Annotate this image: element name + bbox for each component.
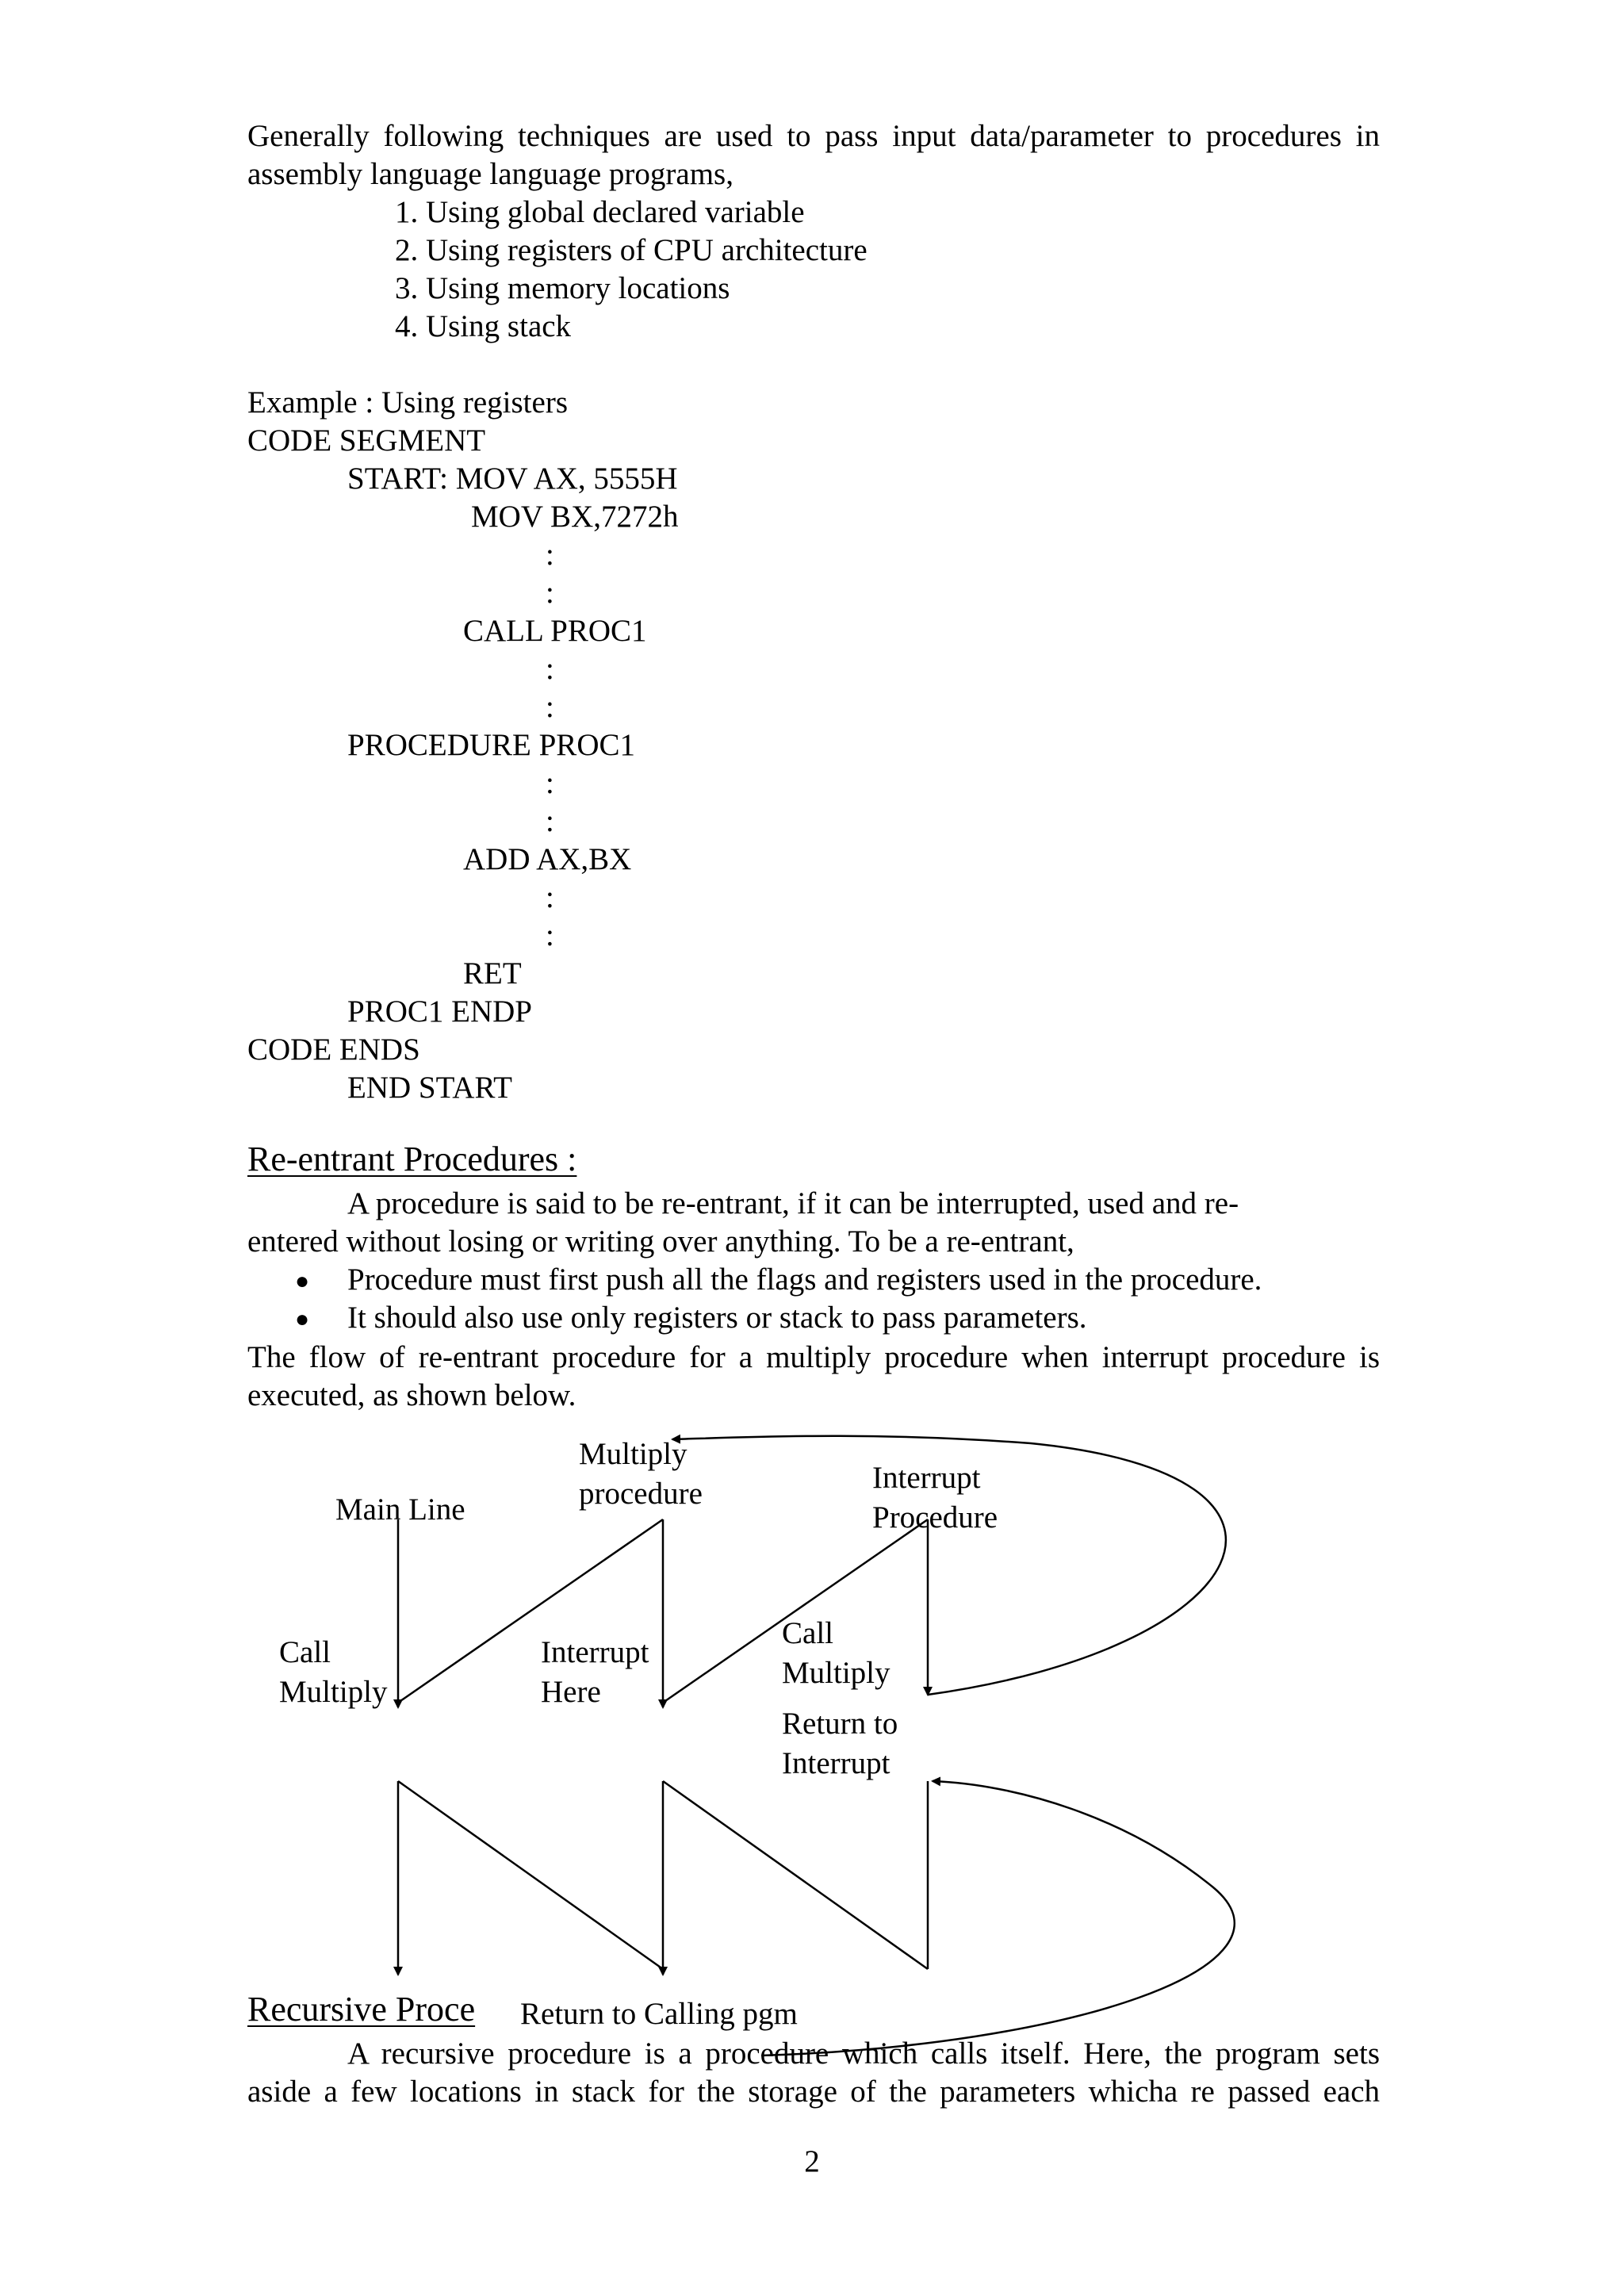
label-multiply-1: Multiply <box>279 1675 388 1709</box>
recursive-para-line-1: A recursive procedure is a procedure which calls itself. Here, the program sets <box>347 2036 1380 2071</box>
bullet-icon: ● <box>295 1306 310 1332</box>
label-interrupt-here-2: Here <box>541 1675 601 1709</box>
page-number: 2 <box>804 2144 820 2178</box>
label-call-1: Call <box>279 1635 331 1669</box>
section-heading-recursive: Recursive Proce <box>247 1990 476 2029</box>
code-line: PROC1 ENDP <box>347 994 532 1029</box>
label-multiply-2: Multiply <box>782 1656 891 1690</box>
code-line: : <box>546 880 554 914</box>
label-multiply: Multiply <box>579 1437 688 1471</box>
bullet-icon: ● <box>295 1268 310 1294</box>
label-main-line: Main Line <box>335 1492 465 1527</box>
reentrant-para-line-2: entered without losing or writing over anything. To be a re-entrant, <box>247 1224 1074 1259</box>
return-to-interrupt-curve <box>761 1781 1235 2056</box>
label-call-2: Call <box>782 1616 833 1650</box>
code-line: MOV BX,7272h <box>471 500 679 534</box>
example-caption: Example : Using registers <box>247 385 568 420</box>
code-line: : <box>546 690 554 724</box>
label-interrupt-2: Interrupt <box>782 1746 891 1780</box>
list-item-3: 3. Using memory locations <box>395 271 730 305</box>
label-procedure: procedure <box>579 1477 703 1511</box>
code-line: CALL PROC1 <box>463 614 647 648</box>
code-line: ADD AX,BX <box>463 842 632 876</box>
label-interrupt-here-1: Interrupt <box>541 1635 649 1669</box>
code-line: PROCEDURE PROC1 <box>347 728 635 762</box>
intro-line-1: Generally following techniques are used to pass input data/parameter to procedures in <box>247 119 1380 153</box>
code-line: CODE ENDS <box>247 1033 420 1067</box>
lower-diagonal-1 <box>398 1781 663 1969</box>
recursive-para-line-2: aside a few locations in stack for the storage of the parameters whicha re passed each <box>247 2075 1380 2109</box>
label-return-to: Return to <box>782 1707 898 1741</box>
code-line: : <box>546 576 554 610</box>
reentrant-para-line-1: A procedure is said to be re-entrant, if it can be interrupted, used and re- <box>347 1186 1239 1220</box>
list-item-4: 4. Using stack <box>395 309 572 343</box>
code-line: : <box>546 538 554 572</box>
list-item-2: 2. Using registers of CPU architecture <box>395 233 868 267</box>
intro-line-2: assembly language language programs, <box>247 157 733 191</box>
list-item-1: 1. Using global declared variable <box>395 195 805 229</box>
flow-line-2: executed, as shown below. <box>247 1378 576 1412</box>
lower-diagonal-2 <box>663 1781 928 1969</box>
code-line: : <box>546 652 554 686</box>
code-line: CODE SEGMENT <box>247 423 486 458</box>
call-multiply-line <box>398 1519 663 1703</box>
code-line: : <box>546 804 554 838</box>
label-interrupt-proc-1: Interrupt <box>872 1461 981 1495</box>
bullet-item-1: Procedure must first push all the flags and registers used in the procedure. <box>347 1262 1262 1297</box>
code-line: END START <box>347 1071 512 1105</box>
code-line: : <box>546 766 554 800</box>
code-line: : <box>546 918 554 952</box>
label-interrupt-proc-2: Procedure <box>872 1500 998 1534</box>
code-line: RET <box>463 956 522 990</box>
code-line: START: MOV AX, 5555H <box>347 462 678 496</box>
section-heading-reentrant: Re-entrant Procedures : <box>247 1140 577 1178</box>
bullet-item-2: It should also use only registers or stack to pass parameters. <box>347 1301 1087 1335</box>
label-return-to-calling: Return to Calling pgm <box>503 1995 802 2033</box>
flow-line-1: The flow of re-entrant procedure for a multiply procedure when interrupt procedure is <box>247 1340 1380 1374</box>
